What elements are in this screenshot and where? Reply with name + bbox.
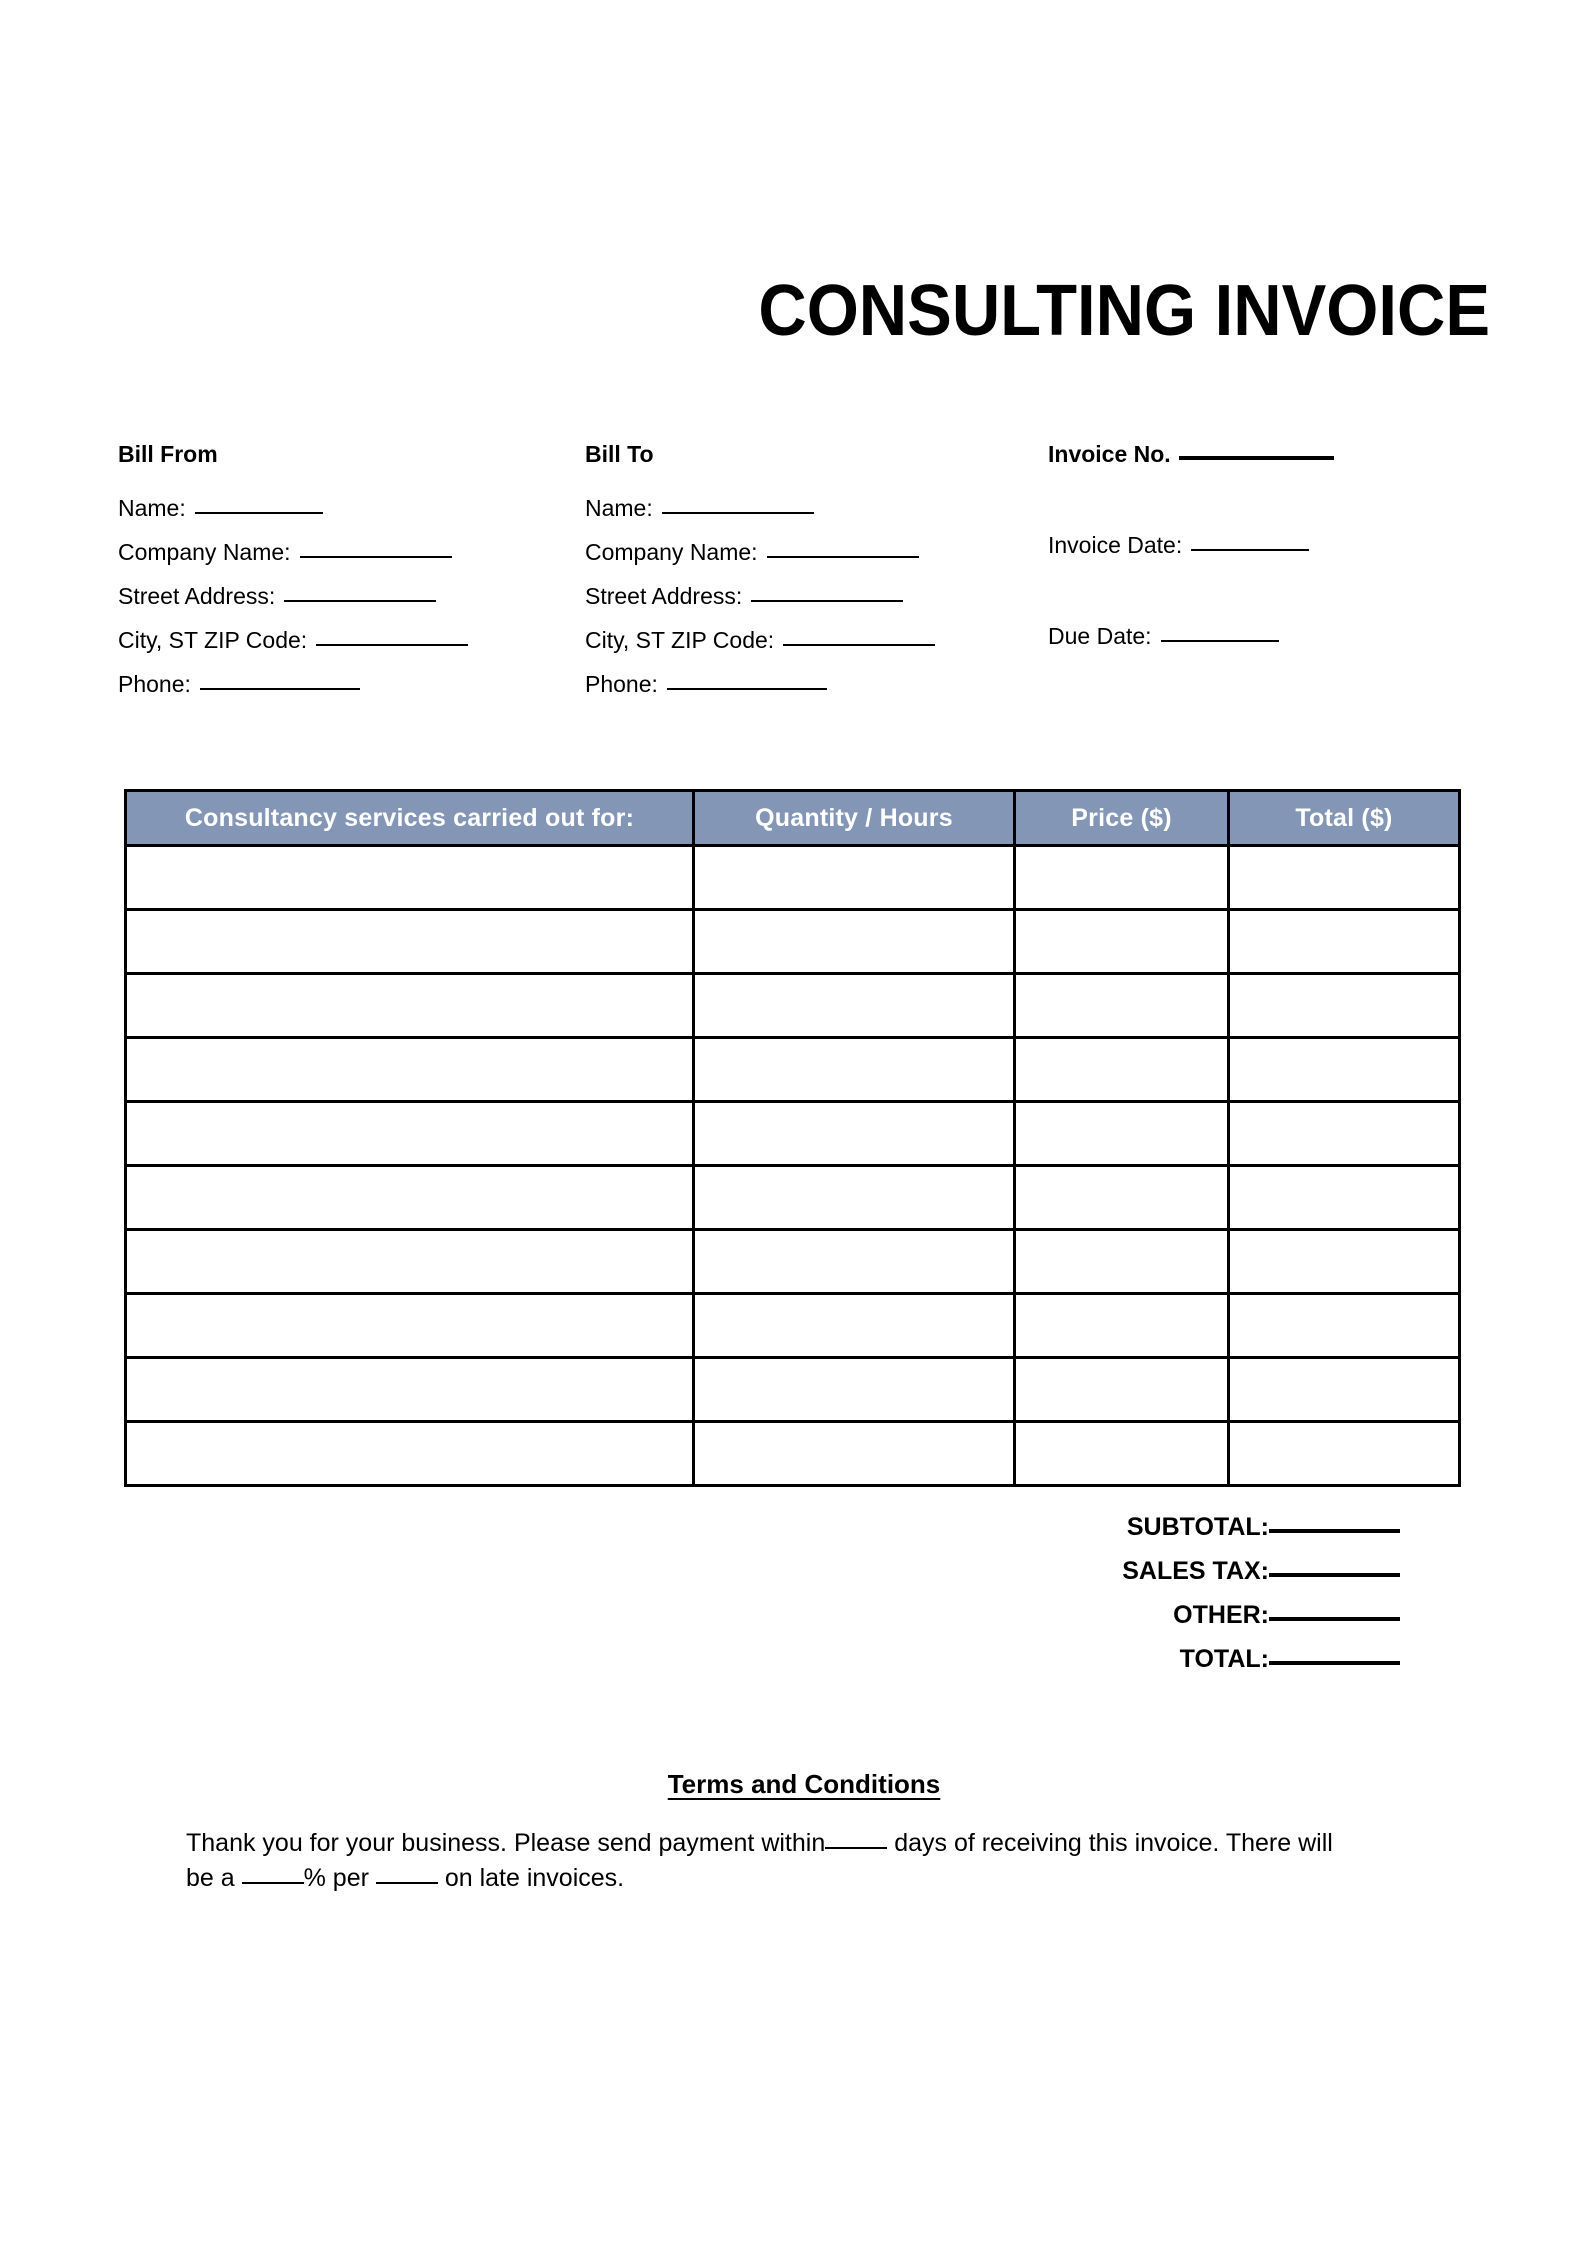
- column-header-price: Price ($): [1015, 791, 1229, 846]
- bill-to-company-row: [585, 538, 1045, 567]
- totals-section: [940, 1512, 1400, 1688]
- bill-to-name-row: [585, 494, 1045, 523]
- column-header-quantity: Quantity / Hours: [694, 791, 1015, 846]
- table-row: [126, 1102, 1460, 1166]
- bill-from-city-input[interactable]: [316, 644, 468, 646]
- column-header-description: Consultancy services carried out for:: [126, 791, 694, 846]
- cell-total[interactable]: [1229, 1166, 1460, 1230]
- cell-description[interactable]: [126, 846, 694, 910]
- terms-text-part1: Thank you for your business. Please send payment within: [186, 1829, 826, 1857]
- cell-quantity[interactable]: [694, 1358, 1015, 1422]
- bill-from-heading: Bill From: [118, 441, 218, 467]
- cell-quantity[interactable]: [694, 846, 1015, 910]
- cell-quantity[interactable]: [694, 1294, 1015, 1358]
- cell-total[interactable]: [1229, 1422, 1460, 1486]
- cell-description[interactable]: [126, 1166, 694, 1230]
- cell-total[interactable]: [1229, 910, 1460, 974]
- bill-from-name-row: [118, 494, 578, 523]
- bill-from-street-row: [118, 582, 578, 611]
- bill-to-name-input[interactable]: [662, 512, 814, 514]
- sales-tax-row: [940, 1556, 1400, 1586]
- subtotal-row: [940, 1512, 1400, 1542]
- table-header-row: [126, 791, 1460, 846]
- table-row: [126, 1230, 1460, 1294]
- column-header-total: Total ($): [1229, 791, 1460, 846]
- cell-description[interactable]: [126, 1294, 694, 1358]
- cell-quantity[interactable]: [694, 1422, 1015, 1486]
- bill-from-phone-input[interactable]: [200, 688, 360, 690]
- table-row: [126, 910, 1460, 974]
- cell-total[interactable]: [1229, 846, 1460, 910]
- cell-quantity[interactable]: [694, 1230, 1015, 1294]
- invoice-no-row: [1048, 440, 1508, 469]
- bill-to-street-input[interactable]: [751, 600, 903, 602]
- table-row: [126, 1038, 1460, 1102]
- bill-from-street-label: Street Address:: [118, 583, 276, 609]
- bill-from-name-label: Name:: [118, 495, 186, 521]
- bill-from-city-row: [118, 626, 578, 655]
- cell-quantity[interactable]: [694, 1102, 1015, 1166]
- subtotal-input[interactable]: [1269, 1529, 1400, 1533]
- table-row: [126, 1294, 1460, 1358]
- total-input[interactable]: [1269, 1661, 1400, 1665]
- table-row: [126, 1422, 1460, 1486]
- cell-quantity[interactable]: [694, 1038, 1015, 1102]
- terms-heading: Terms and Conditions: [667, 1769, 941, 1799]
- invoice-meta-section: [1048, 440, 1508, 651]
- line-items-table: [124, 789, 1461, 1487]
- sales-tax-label: SALES TAX:: [1122, 1557, 1269, 1585]
- invoice-no-input[interactable]: [1179, 456, 1334, 460]
- bill-to-city-label: City, ST ZIP Code:: [585, 627, 775, 653]
- bill-from-name-input[interactable]: [195, 512, 323, 514]
- cell-price[interactable]: [1015, 910, 1229, 974]
- bill-to-heading: Bill To: [585, 441, 654, 467]
- due-date-row: [1048, 622, 1508, 651]
- terms-days-input[interactable]: [825, 1847, 887, 1849]
- cell-price[interactable]: [1015, 1422, 1229, 1486]
- cell-total[interactable]: [1229, 1358, 1460, 1422]
- cell-price[interactable]: [1015, 1358, 1229, 1422]
- terms-percent-input[interactable]: [242, 1882, 304, 1884]
- bill-to-company-input[interactable]: [767, 556, 919, 558]
- bill-from-phone-row: [118, 670, 578, 699]
- cell-quantity[interactable]: [694, 1166, 1015, 1230]
- invoice-no-label: Invoice No.: [1048, 441, 1171, 467]
- terms-text-part4: on late invoices.: [444, 1864, 625, 1892]
- cell-price[interactable]: [1015, 1230, 1229, 1294]
- cell-quantity[interactable]: [694, 974, 1015, 1038]
- bill-to-section: [585, 440, 1045, 714]
- cell-price[interactable]: [1015, 846, 1229, 910]
- bill-from-city-label: City, ST ZIP Code:: [118, 627, 308, 653]
- cell-total[interactable]: [1229, 1230, 1460, 1294]
- cell-quantity[interactable]: [694, 910, 1015, 974]
- sales-tax-input[interactable]: [1269, 1573, 1400, 1577]
- bill-from-phone-label: Phone:: [118, 671, 191, 697]
- total-row-final: [940, 1644, 1400, 1674]
- cell-price[interactable]: [1015, 1102, 1229, 1166]
- terms-body: [186, 1826, 1366, 1896]
- cell-total[interactable]: [1229, 974, 1460, 1038]
- bill-from-street-input[interactable]: [284, 600, 436, 602]
- bill-from-section: [118, 440, 578, 714]
- table-row: [126, 1358, 1460, 1422]
- cell-total[interactable]: [1229, 1102, 1460, 1166]
- bill-from-company-row: [118, 538, 578, 567]
- cell-price[interactable]: [1015, 1166, 1229, 1230]
- cell-description[interactable]: [126, 1422, 694, 1486]
- bill-to-name-label: Name:: [585, 495, 653, 521]
- bill-to-company-label: Company Name:: [585, 539, 758, 565]
- bill-to-street-label: Street Address:: [585, 583, 743, 609]
- cell-description[interactable]: [126, 1038, 694, 1102]
- page-title: CONSULTING INVOICE: [758, 271, 1490, 351]
- cell-description[interactable]: [126, 910, 694, 974]
- subtotal-label: SUBTOTAL:: [1126, 1513, 1269, 1541]
- bill-to-phone-input[interactable]: [667, 688, 827, 690]
- invoice-date-row: [1048, 531, 1508, 560]
- cell-description[interactable]: [126, 974, 694, 1038]
- bill-to-city-input[interactable]: [783, 644, 935, 646]
- invoice-date-input[interactable]: [1191, 549, 1309, 551]
- bill-to-street-row: [585, 582, 1045, 611]
- due-date-input[interactable]: [1161, 640, 1279, 642]
- other-label: OTHER:: [1173, 1601, 1269, 1629]
- cell-total[interactable]: [1229, 1294, 1460, 1358]
- terms-text-part2: days of receiving this invoice. There will be a: [186, 1829, 1333, 1892]
- table-row: [126, 846, 1460, 910]
- bill-to-city-row: [585, 626, 1045, 655]
- table-row: [126, 974, 1460, 1038]
- cell-price[interactable]: [1015, 1038, 1229, 1102]
- table-row: [126, 1166, 1460, 1230]
- cell-price[interactable]: [1015, 974, 1229, 1038]
- cell-total[interactable]: [1229, 1038, 1460, 1102]
- bill-to-phone-row: [585, 670, 1045, 699]
- total-label: TOTAL:: [1179, 1645, 1269, 1673]
- bill-from-company-input[interactable]: [300, 556, 452, 558]
- other-row: [940, 1600, 1400, 1630]
- cell-description[interactable]: [126, 1230, 694, 1294]
- bill-from-company-label: Company Name:: [118, 539, 291, 565]
- terms-text-part3: % per: [303, 1864, 369, 1892]
- cell-description[interactable]: [126, 1102, 694, 1166]
- cell-price[interactable]: [1015, 1294, 1229, 1358]
- other-input[interactable]: [1269, 1617, 1400, 1621]
- invoice-date-label: Invoice Date:: [1048, 532, 1183, 558]
- terms-period-input[interactable]: [376, 1882, 438, 1884]
- bill-to-phone-label: Phone:: [585, 671, 658, 697]
- line-items-body: [126, 846, 1460, 1486]
- cell-description[interactable]: [126, 1358, 694, 1422]
- due-date-label: Due Date:: [1048, 623, 1152, 649]
